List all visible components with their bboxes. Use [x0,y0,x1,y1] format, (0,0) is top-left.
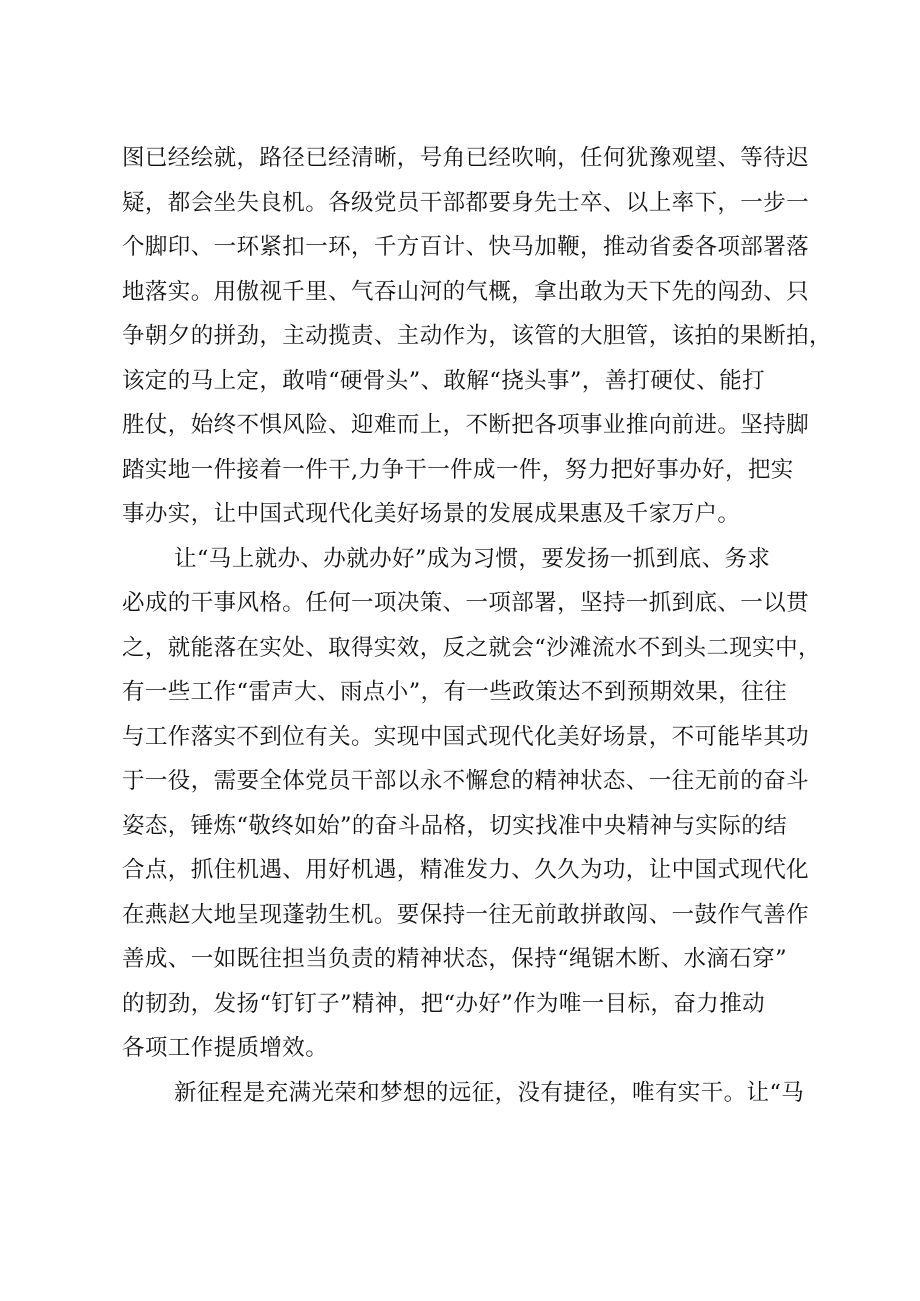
text-line: 踏实地一件接着一件干,力争干一件成一件，努力把好事办好，把实 [122,456,794,483]
text-line: 疑，都会坐失良机。各级党员干部都要身先士卒、以上率下，一步一 [122,189,810,216]
text-line: 该定的马上定，敢啃“硬骨头”、敢解“挠头事”，善打硬仗、能打 [122,367,766,394]
text-line: 在燕赵大地呈现蓬勃生机。要保持一往无前敢拼敢闯、一鼓作气善作 [122,901,810,928]
text-line: 胜仗，始终不惧风险、迎难而上，不断把各项事业推向前进。坚持脚 [122,412,810,438]
text-line: 地落实。用傲视千里、气吞山河的气概，拿出敢为天下先的闯劲、只 [122,278,810,305]
text-line: 个脚印、一环紧扣一环，千方百计、快马加鞭，推动省委各项部署落 [122,234,810,260]
text-line: 与工作落实不到位有关。实现中国式现代化美好场景，不可能毕其功 [122,723,810,750]
text-line: 争朝夕的拼劲，主动揽责、主动作为，该管的大胆管，该拍的果断拍， [122,323,832,349]
text-line: 图已经绘就，路径已经清晰，号角已经吹响，任何犹豫观望、等待迟 [122,145,810,171]
paragraph-1 [122,136,832,537]
text-line: 之，就能落在实处、取得实效，反之就会“沙滩流水不到头二现实中， [122,634,821,661]
text-line: 有一些工作“雷声大、雨点小”，有一些政策达不到预期效果，往往 [122,679,788,705]
text-line: 合点，抓住机遇、用好机遇，精准发力、久久为功，让中国式现代化 [122,857,810,883]
document-body [122,136,832,1115]
paragraph-2 [122,537,821,1071]
paragraph-3 [122,1071,812,1116]
text-line: 新征程是充满光荣和梦想的远征，没有捷径，唯有实干。让“马 [174,1079,805,1106]
text-line: 于一役，需要全体党员干部以永不懈怠的精神状态、一往无前的奋斗 [122,768,810,794]
text-line: 事办实，让中国式现代化美好场景的发展成果惠及千家万户。 [122,501,741,527]
text-line: 必成的干事风格。任何一项决策、一项部署，坚持一抓到底、一以贯 [122,590,810,616]
text-line: 的韧劲，发扬“钉钉子”精神，把“办好”作为唯一目标，奋力推动 [122,990,766,1017]
text-line: 姿态，锤炼“敬终如始”的奋斗品格，切实找准中央精神与实际的结 [122,812,788,839]
text-line: 各项工作提质增效。 [122,1035,329,1061]
text-line: 善成、一如既往担当负责的精神状态，保持“绳锯木断、水滴石穿” [122,946,788,972]
text-line: 让“马上就办、办就办好”成为习惯，要发扬一抓到底、务求 [174,545,771,572]
